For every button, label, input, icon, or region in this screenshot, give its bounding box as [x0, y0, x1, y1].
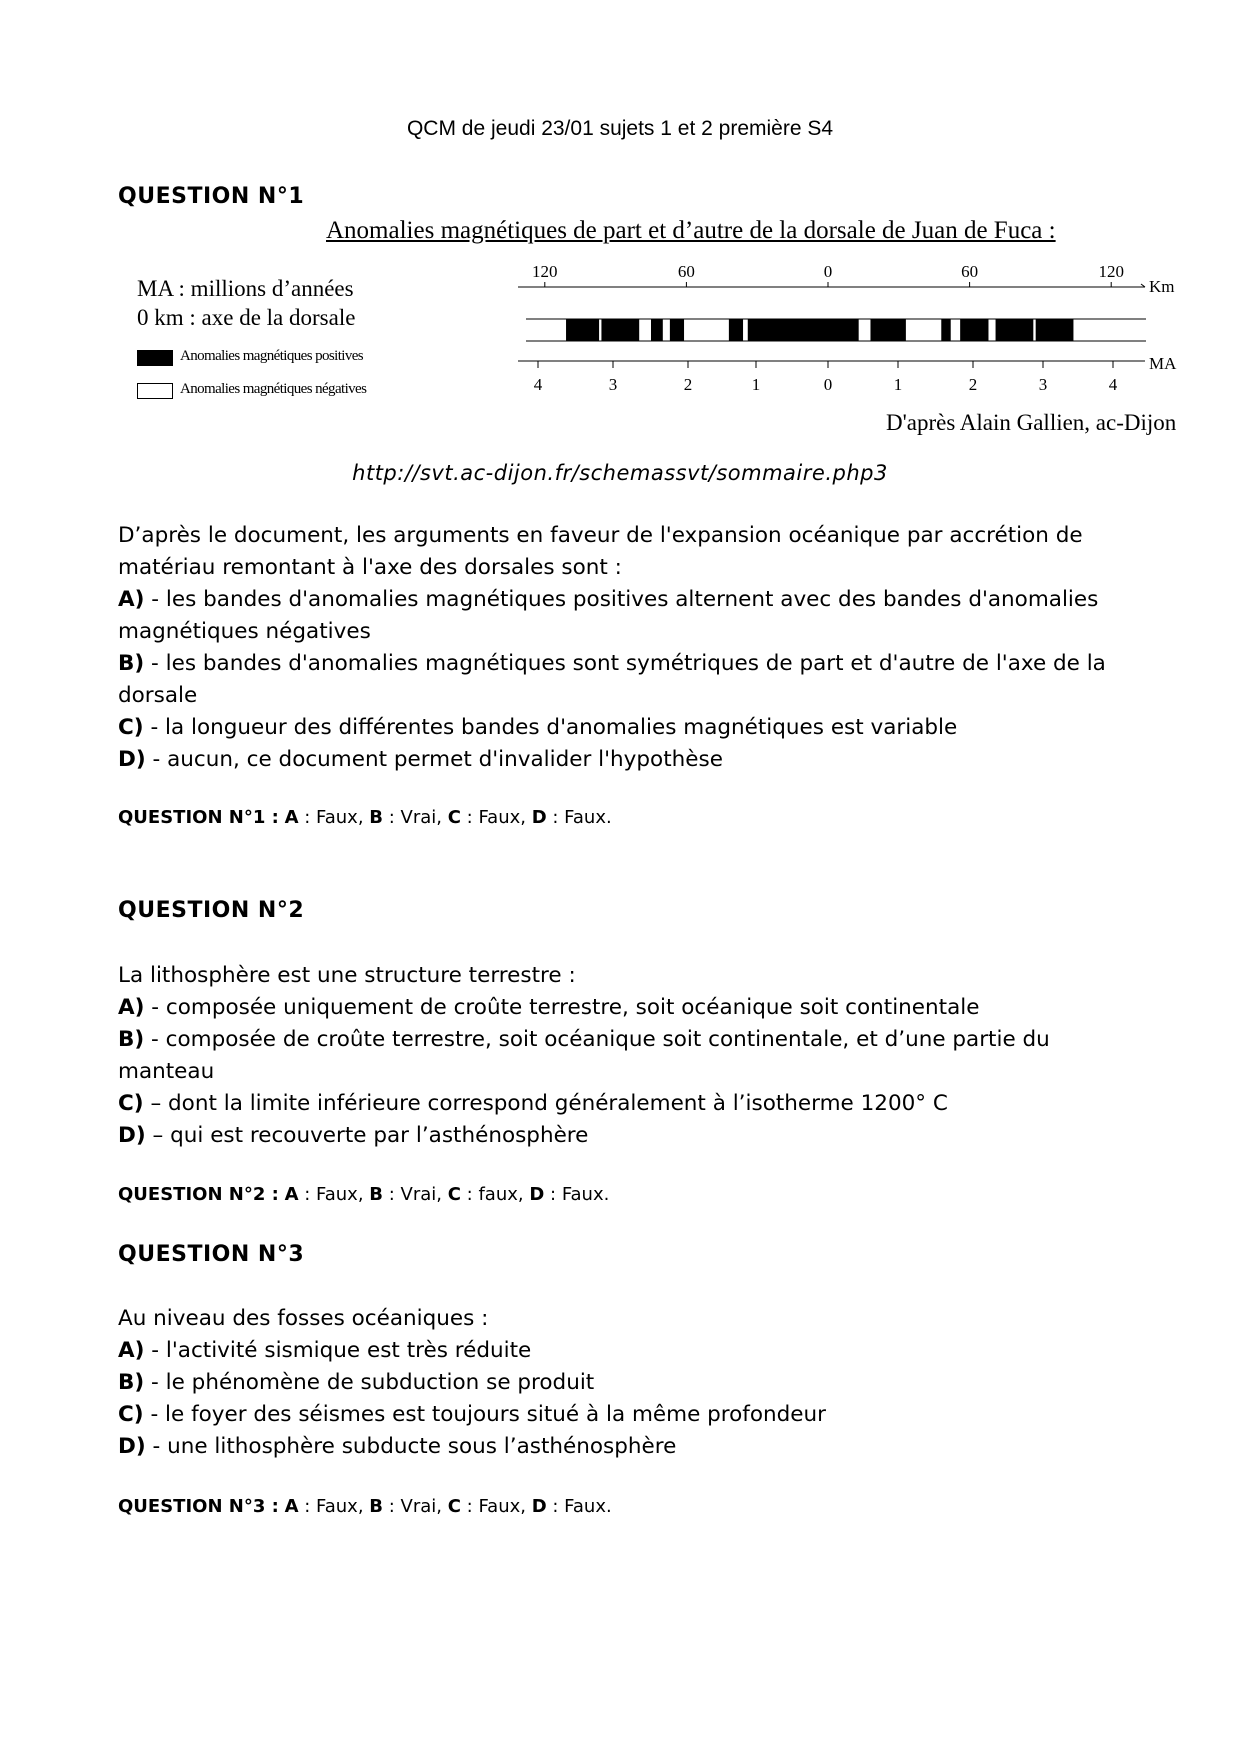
figure-credit: D'après Alain Gallien, ac-Dijon — [886, 410, 1177, 435]
positive-anomaly-band — [601, 319, 639, 341]
option-b: B) - composée de croûte terrestre, soit océanique soit continentale, et d’une partie du — [118, 1027, 1050, 1052]
option-b-cont: dorsale — [118, 683, 198, 708]
ma-tick-label: 1 — [893, 375, 903, 394]
ma-unit-label: MA — [1149, 354, 1177, 373]
km-tick-labels — [532, 262, 1124, 281]
option-a: A) - l'activité sismique est très réduite — [118, 1338, 532, 1363]
km-tick-label: 60 — [677, 262, 695, 281]
positive-anomaly-band — [748, 319, 859, 341]
positive-anomaly-band — [1036, 319, 1074, 341]
source-link[interactable]: http://svt.ac-dijon.fr/schemassvt/sommaire.php3 — [352, 461, 888, 485]
option-d: D) - aucun, ce document permet d'invalider l'hypothèse — [118, 747, 723, 772]
intro-line: La lithosphère est une structure terrestre : — [118, 963, 576, 988]
ma-tick-labels — [534, 375, 1118, 394]
question-1-answer: QUESTION N°1 : A : Faux, B : Vrai, C : Faux, D : Faux. — [118, 807, 612, 828]
ma-tick-label: 2 — [968, 375, 978, 394]
option-b: B) - les bandes d'anomalies magnétiques sont symétriques de part et d'autre de l'axe de la — [118, 651, 1106, 676]
option-b: B) - le phénomène de subduction se produit — [118, 1370, 595, 1395]
legend-negative-swatch — [137, 383, 173, 399]
option-d: D) – qui est recouverte par l’asthénosphère — [118, 1123, 589, 1148]
ma-tick-label: 3 — [1038, 375, 1048, 394]
positive-anomaly-band — [729, 319, 743, 341]
question-3-answer: QUESTION N°3 : A : Faux, B : Vrai, C : Faux, D : Faux. — [118, 1496, 612, 1517]
figure-title: Anomalies magnétiques de part et d’autre de la dorsale de Juan de Fuca : — [326, 217, 1056, 244]
ma-tick-label: 0 — [823, 375, 833, 394]
positive-anomaly-band — [870, 319, 905, 341]
ma-tick-label: 1 — [751, 375, 761, 394]
option-a: A) - composée uniquement de croûte terrestre, soit océanique soit continentale — [118, 995, 980, 1020]
question-1-heading: QUESTION N°1 — [118, 184, 305, 209]
positive-anomaly-band — [960, 319, 988, 341]
ma-tick-label: 4 — [1108, 375, 1118, 394]
legend-positive-swatch — [137, 350, 173, 366]
legend-ma: MA : millions d’années — [137, 276, 354, 301]
magnetic-anomalies-diagram — [518, 258, 1198, 398]
intro-line: matériau remontant à l'axe des dorsales sont : — [118, 555, 622, 580]
question-3-heading: QUESTION N°3 — [118, 1242, 305, 1267]
ma-ticks — [538, 361, 1113, 368]
km-tick-label: 0 — [823, 262, 833, 281]
option-c: C) - la longueur des différentes bandes d'anomalies magnétiques est variable — [118, 715, 958, 740]
question-2-body — [118, 960, 1128, 1152]
positive-anomaly-band — [670, 319, 684, 341]
positive-anomaly-band — [651, 319, 663, 341]
question-1-body — [118, 520, 1128, 776]
legend-positive-label: Anomalies magnétiques positives — [180, 348, 364, 364]
option-a-cont: magnétiques négatives — [118, 619, 371, 644]
positive-anomaly-band — [996, 319, 1034, 341]
intro-line: Au niveau des fosses océaniques : — [118, 1306, 489, 1331]
positive-anomaly-band — [566, 319, 599, 341]
option-c: C) - le foyer des séismes est toujours situé à la même profondeur — [118, 1402, 826, 1427]
option-d: D) - une lithosphère subducte sous l’asthénosphère — [118, 1434, 677, 1459]
question-2-heading: QUESTION N°2 — [118, 898, 305, 923]
km-tick-label: 120 — [532, 262, 558, 281]
anomaly-bands — [566, 319, 1073, 341]
legend-axis: 0 km : axe de la dorsale — [137, 305, 356, 330]
option-c: C) – dont la limite inférieure correspond généralement à l’isotherme 1200° C — [118, 1091, 948, 1116]
question-2-answer: QUESTION N°2 : A : Faux, B : Vrai, C : faux, D : Faux. — [118, 1184, 610, 1205]
page-title: QCM de jeudi 23/01 sujets 1 et 2 première S4 — [406, 117, 834, 140]
question-3-body — [118, 1303, 1128, 1463]
legend-negative-label: Anomalies magnétiques négatives — [180, 381, 367, 397]
km-tick-label: 60 — [961, 262, 979, 281]
ma-tick-label: 2 — [683, 375, 693, 394]
positive-anomaly-band — [941, 319, 950, 341]
intro-line: D’après le document, les arguments en faveur de l'expansion océanique par accrétion de — [118, 523, 1083, 548]
km-unit-label: Km — [1149, 277, 1175, 296]
option-b-cont: manteau — [118, 1059, 215, 1084]
ma-tick-label: 3 — [608, 375, 618, 394]
km-tick-label: 120 — [1098, 262, 1124, 281]
km-ticks — [545, 282, 1111, 287]
option-a: A) - les bandes d'anomalies magnétiques positives alternent avec des bandes d'anomalies — [118, 587, 1099, 612]
ma-tick-label: 4 — [533, 375, 543, 394]
